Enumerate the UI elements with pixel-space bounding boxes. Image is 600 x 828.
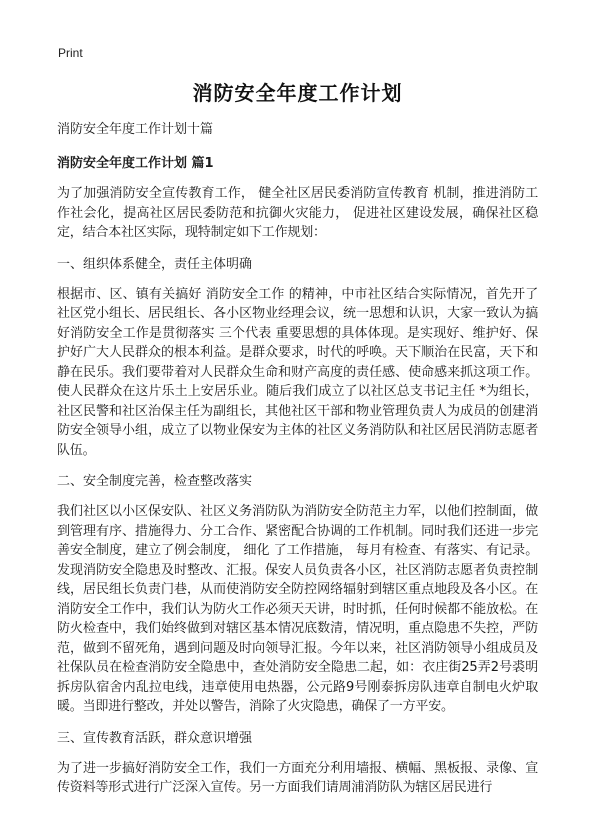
section-heading-1: 一、组织体系健全，责任主体明确 xyxy=(57,256,253,272)
article-title: 消防安全年度工作计划 篇1 xyxy=(57,156,214,171)
section-heading-3: 三、宣传教育活跃，群众意识增强 xyxy=(57,730,253,746)
section-paragraph-2: 我们社区以小区保安队、社区义务消防队为消防安全防范主力军，以他们控制面，做到管理有序、措施得力、分工合作、紧密配合协调的工作机制。同时我们还进一步完善安全制度，建立了例会制度， 细化 了工作措施， 每月有检查、有落实、有记录。发现消防安全隐患及时整改、汇报。保安人员负责各小区，社区消防志愿者负责控制线，居民组长负责门巷，从而使消防安全防控网络辐射到辖区重点地段及各小区。在消防安全工作中，我们认为防火工作必须天天讲，时时抓，任何时候都不能放松。在防火检查中，我们始终做到对辖区基本情况底数清，情况明，重点隐患不失控，严防范，做到不留死角，遇到问题及时向领导汇报。今年以来，社区消防领导小组成员及社保队员在检查消防安全隐患中，查处消防安全隐患二起，如：衣庄街25弄2号裘明拆房队宿舍内乱拉电线，违章使用电热器，公元路9号刚泰拆房队违章自制电火炉取暖。当即进行整改，并处以警告，消除了火灾隐患，确保了一方平安。 xyxy=(57,504,538,714)
section-heading-2: 二、安全制度完善，检查整改落实 xyxy=(57,474,253,489)
document-title: 消防安全年度工作计划 xyxy=(192,81,403,105)
section-paragraph-1: 根据市、区、镇有关搞好 消防安全工作 的精神，中市社区结合实际情况，首先开了社区党小组长、居民组长、各小区物业经理会议，统一思想和认识，大家一致认为搞好消防安全工作是贯彻落实 三个代表 重要思想的具体体现。是实现好、维护好、保护好广大人民群众的根本利益。是群众要求，时代的呼唤。天下顺治在民富，天下和静在民乐。我们要带着对人民群众生命和财产高度的责任感、使命感来抓这项工作。使人民群众在这片乐土上安居乐业。随后我们成立了以社区总支书记主任 *为组长，社区民警和社区治保主任为副组长，其他社区干部和物业管理负责人为成员的创建消防安全领导小组，成立了以物业保安为主体的社区义务消防队和社区居民消防志愿者队伍。 xyxy=(57,286,538,458)
print-link[interactable]: Print xyxy=(58,46,83,60)
intro-paragraph: 为了加强消防安全宣传教育工作， 健全社区居民委消防宣传教育 机制，推进消防工作社会化，提高社区居民委防范和抗御火灾能力， 促进社区建设发展，确保社区稳定，结合本社区实际，现特制定如下工作规划： xyxy=(57,186,538,240)
document-subtitle: 消防安全年度工作计划十篇 xyxy=(57,122,214,137)
section-paragraph-3: 为了进一步搞好消防安全工作，我们一方面充分利用墙报、横幅、黑板报、录像、宣传资料等形式进行广泛深入宣传。另一方面我们请周浦消防队为辖区居民进行 xyxy=(57,760,538,795)
